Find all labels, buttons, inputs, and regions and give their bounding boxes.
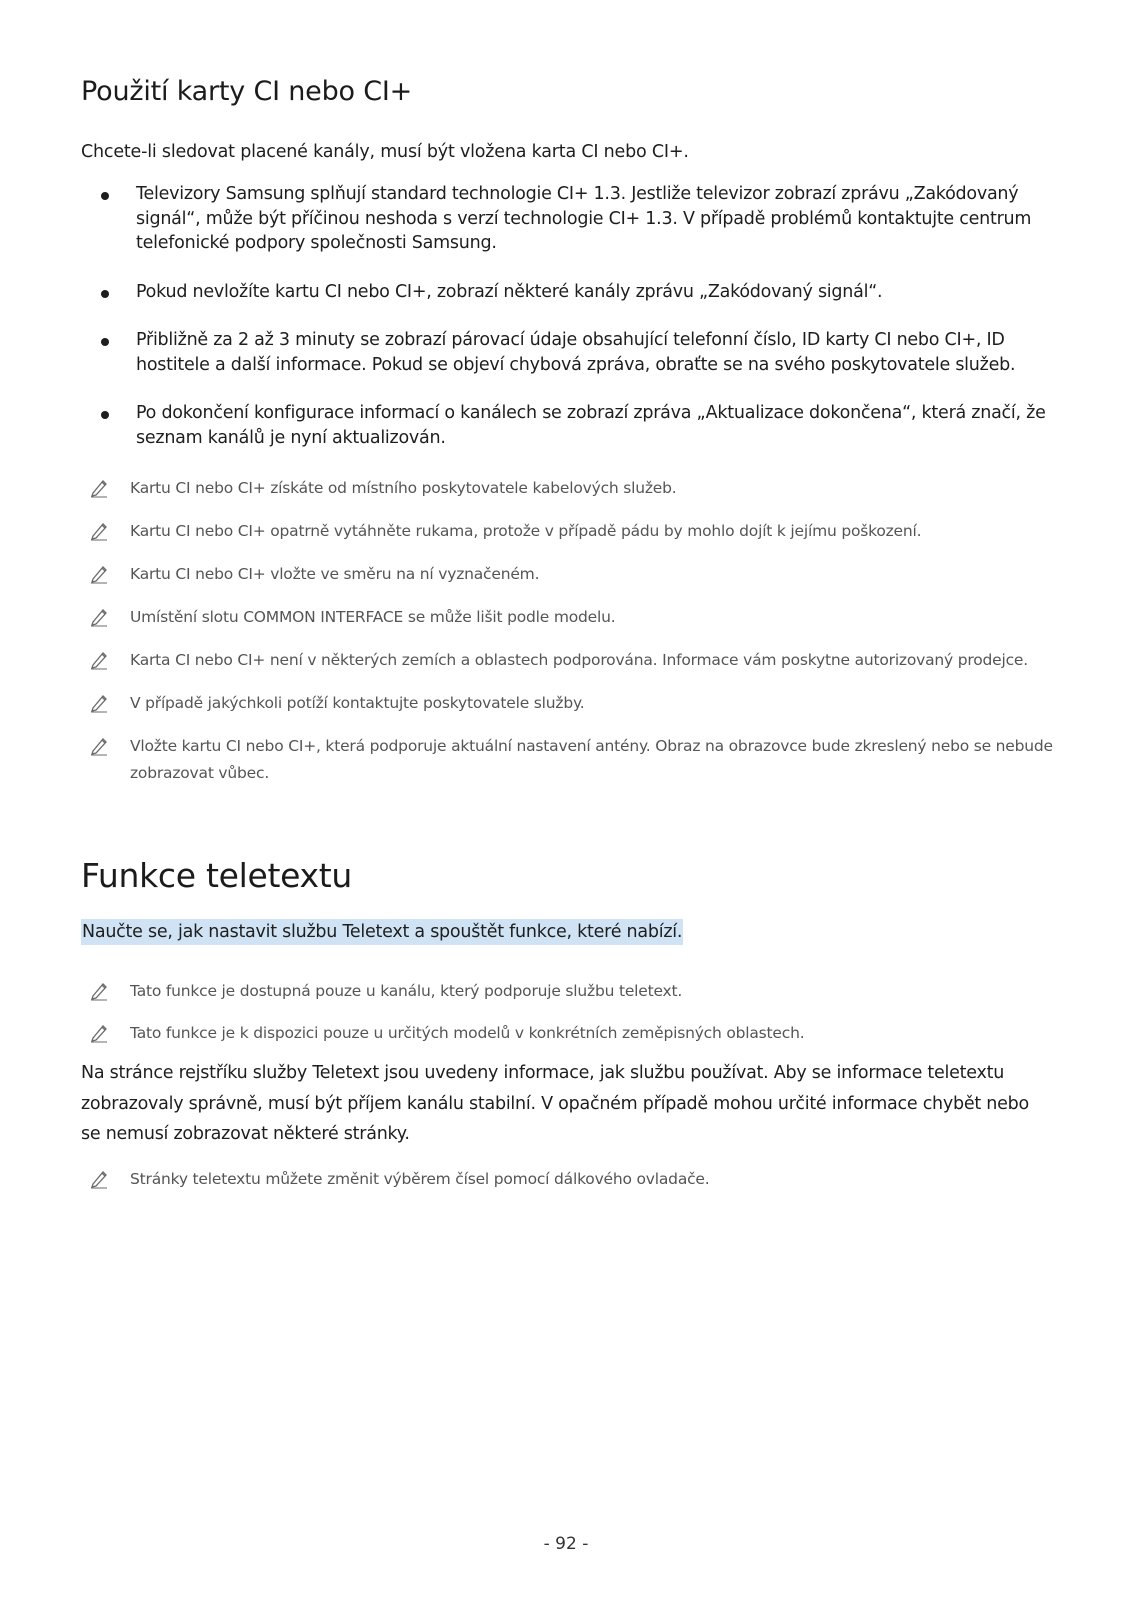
note-item [81,561,1056,588]
note-text: Kartu CI nebo CI+ opatrně vytáhněte rukama, protože v případě pádu by mohlo dojít k jejímu poškození. [130,522,922,540]
bullet-item [81,328,1056,377]
bullet-text: Přibližně za 2 až 3 minuty se zobrazí párovací údaje obsahující telefonní číslo, ID karty CI nebo CI+, ID hostitele a další informace. Pokud se objeví chybová zpráva, obraťte se na svého poskytovatele služeb. [136,330,1016,375]
notes-list [81,1166,1056,1193]
note-text: Stránky teletextu můžete změnit výběrem čísel pomocí dálkového ovladače. [130,1170,710,1188]
body-paragraph: Na stránce rejstříku služby Teletext jsou uvedeny informace, jak službu používat. Aby se informace teletextu zobrazovaly správně, musí být příjem kanálu stabilní. V opačném případě mohou určité informace chybět nebo se nemusí zobrazovat některé stránky. [81,1063,1029,1144]
pencil-icon [89,1023,109,1043]
section-title-ci-card: Použití karty CI nebo CI+ [81,76,413,107]
note-text: Vložte kartu CI nebo CI+, která podporuje aktuální nastavení antény. Obraz na obrazovce bude zkreslený nebo se nebude zobrazovat vůbec. [130,737,1053,782]
bullet-text: Pokud nevložíte kartu CI nebo CI+, zobrazí některé kanály zprávu „Zakódovaný signál“. [136,281,883,302]
note-item [81,690,1056,717]
bullet-text: Televizory Samsung splňují standard technologie CI+ 1.3. Jestliže televizor zobrazí zprávu „Zakódovaný signál“, může být příčinou neshoda s verzí technologie CI+ 1.3. V případě problémů kontaktujte centrum telefonické podpory společnosti Samsung. [136,184,1032,253]
bullet-item [81,182,1056,256]
note-text: Kartu CI nebo CI+ získáte od místního poskytovatele kabelových služeb. [130,479,677,497]
pencil-icon [89,607,109,627]
section-intro: Chcete-li sledovat placené kanály, musí být vložena karta CI nebo CI+. [81,142,689,162]
note-text: Kartu CI nebo CI+ vložte ve směru na ní vyznačeném. [130,565,540,583]
pencil-icon [89,1169,109,1189]
section-title-teletext: Funkce teletextu [81,856,353,895]
section-lead-highlighted: Naučte se, jak nastavit službu Teletext a spouštět funkce, které nabízí. [81,919,683,945]
note-item [81,518,1056,545]
pencil-icon [89,650,109,670]
note-text: Tato funkce je k dispozici pouze u určitých modelů v konkrétních zeměpisných oblastech. [130,1024,805,1042]
note-item [81,1166,1056,1193]
notes-list [81,475,1056,787]
note-text: Tato funkce je dostupná pouze u kanálu, který podporuje službu teletext. [130,982,683,1000]
pencil-icon [89,981,109,1001]
note-text: Umístění slotu COMMON INTERFACE se může lišit podle modelu. [130,608,616,626]
note-text: Karta CI nebo CI+ není v některých zemích a oblastech podporována. Informace vám poskytne autorizovaný prodejce. [130,651,1028,669]
bullet-dot-icon [101,192,109,200]
bullet-text: Po dokončení konfigurace informací o kanálech se zobrazí zpráva „Aktualizace dokončena“, která značí, že seznam kanálů je nyní aktualizován. [136,403,1046,448]
pencil-icon [89,521,109,541]
notes-list [81,978,1056,1047]
pencil-icon [89,478,109,498]
bullet-list [81,182,1056,450]
note-item [81,647,1056,674]
bullet-dot-icon [101,411,109,419]
bullet-dot-icon [101,338,109,346]
note-item [81,733,1056,787]
page-number: - 92 - [543,1534,589,1554]
note-text: V případě jakýchkoli potíží kontaktujte poskytovatele služby. [130,694,585,712]
note-item [81,475,1056,502]
pencil-icon [89,693,109,713]
bullet-item [81,401,1056,450]
pencil-icon [89,564,109,584]
bullet-dot-icon [101,290,109,298]
pencil-icon [89,736,109,756]
note-item [81,604,1056,631]
bullet-item [81,280,1056,305]
note-item [81,1020,1056,1047]
note-item [81,978,1056,1005]
